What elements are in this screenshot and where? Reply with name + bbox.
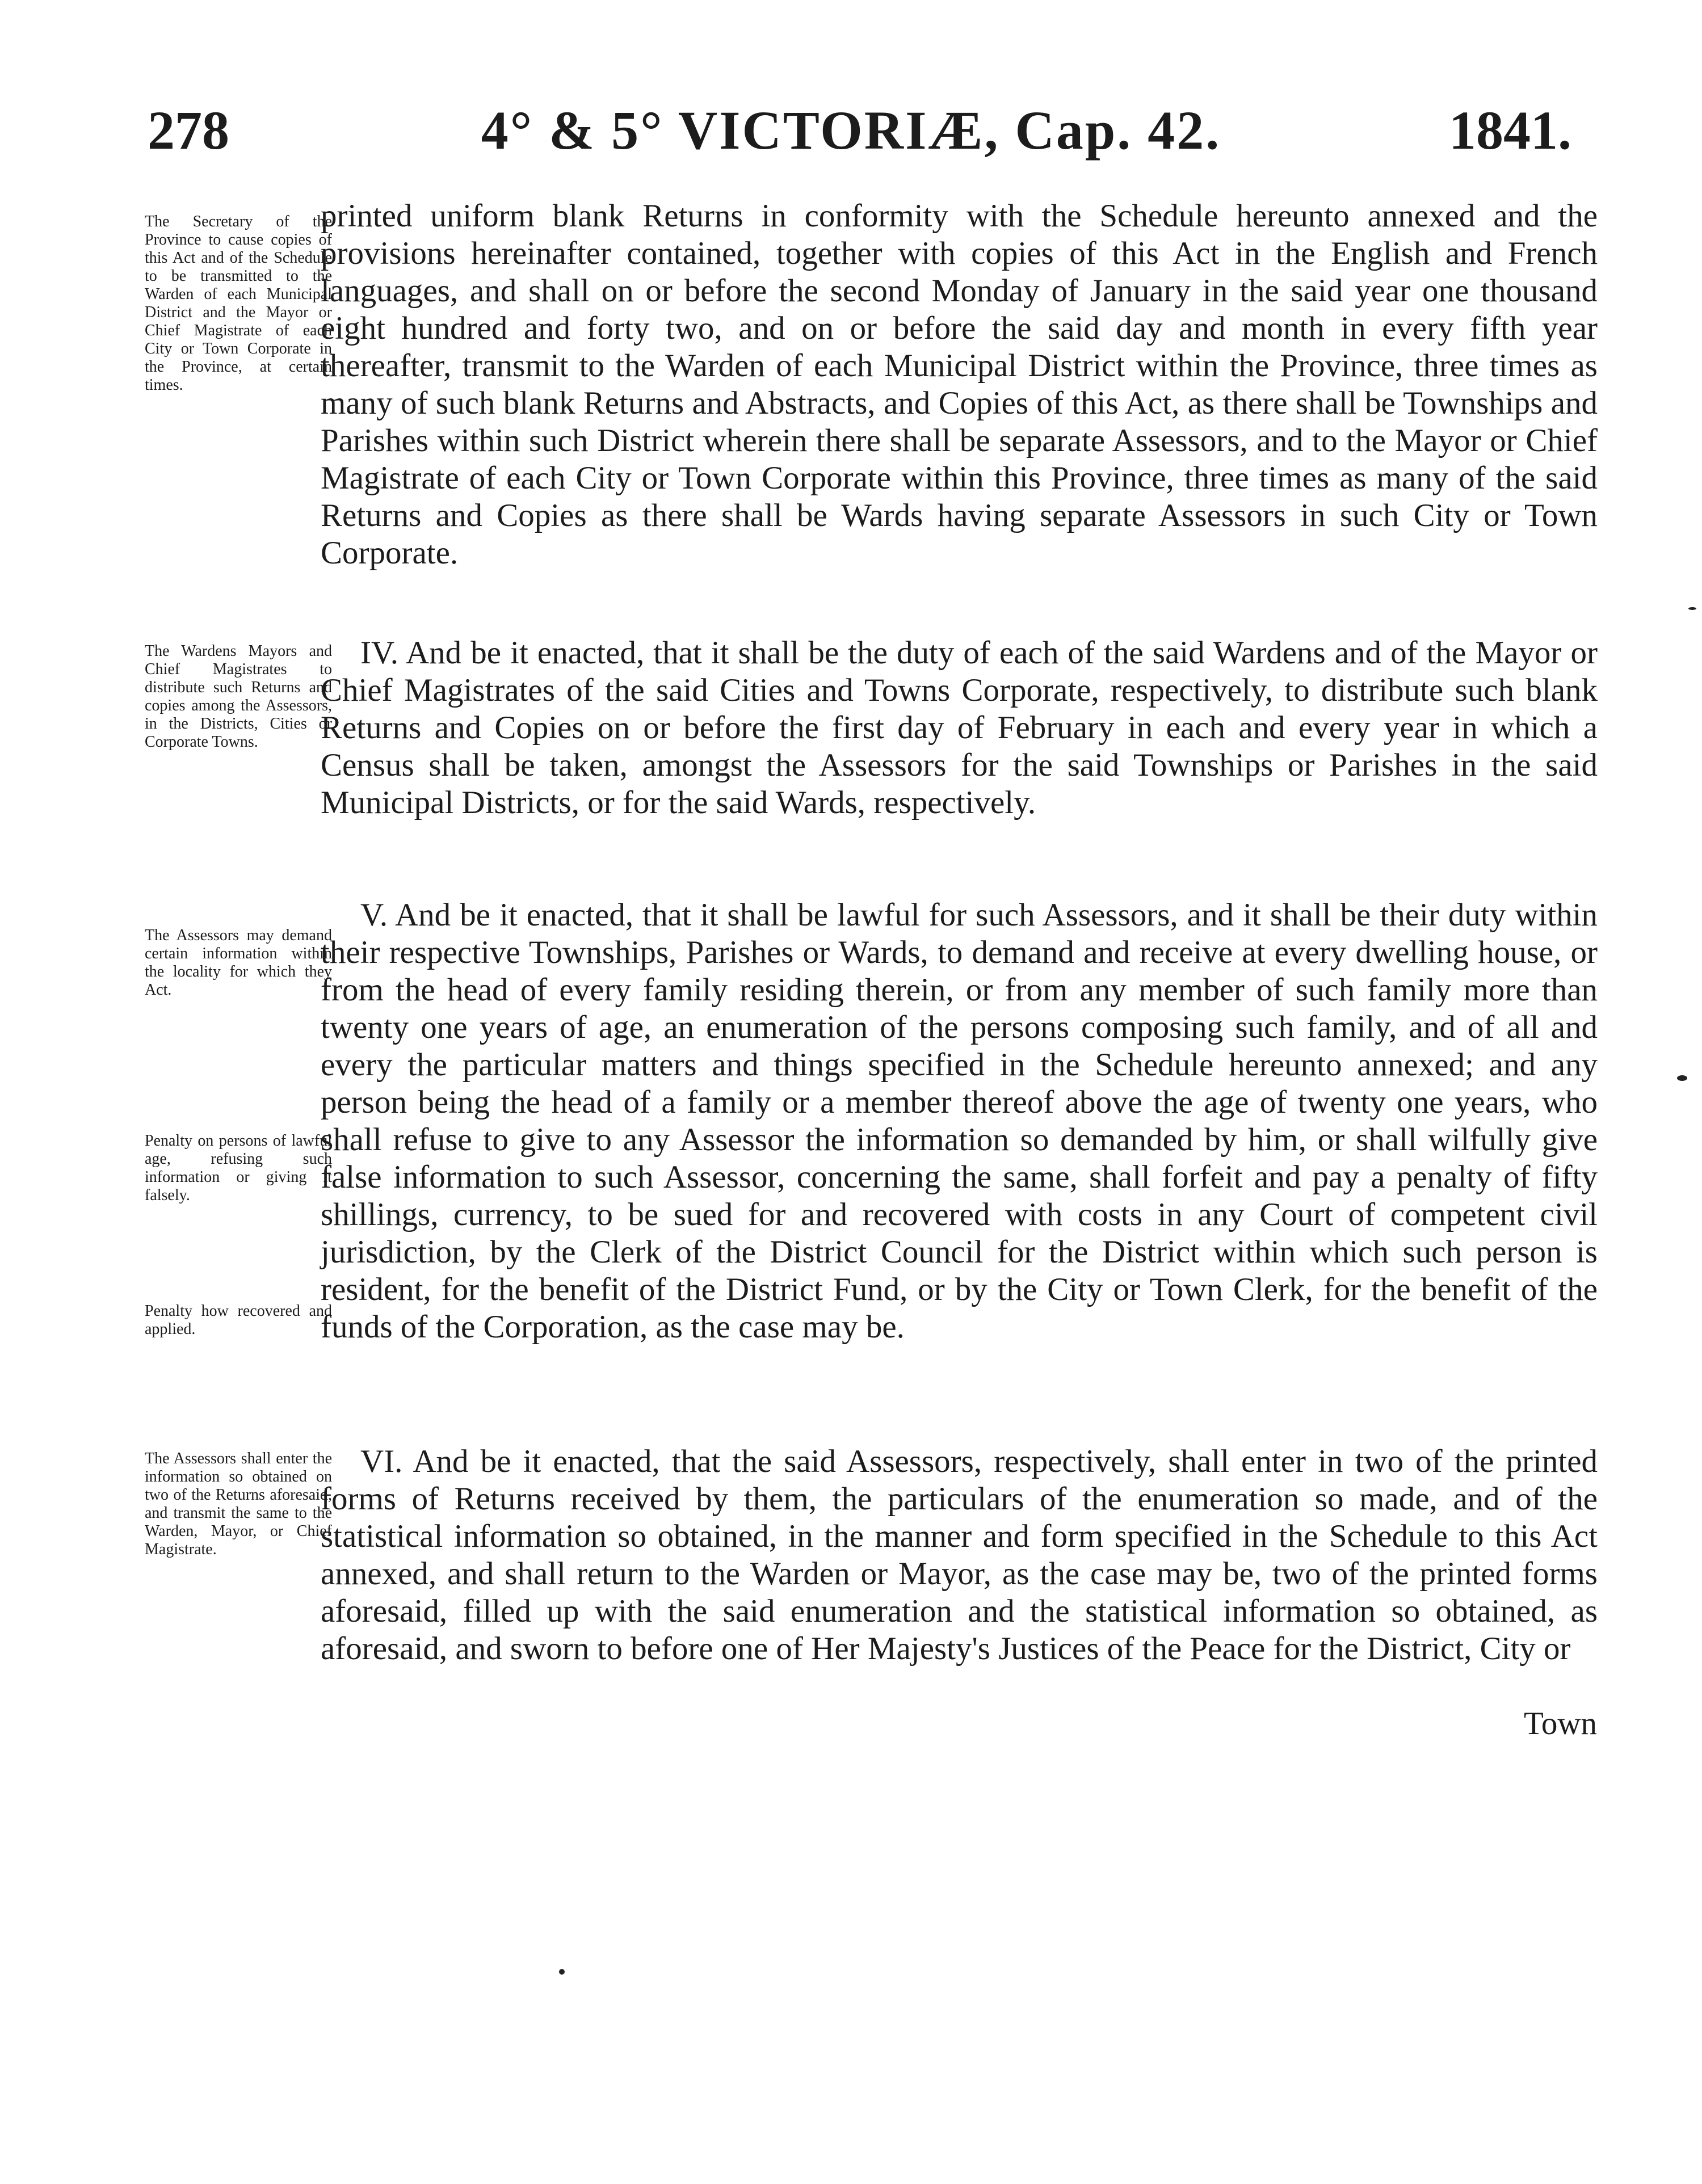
page-number: 278 [148, 100, 229, 161]
margin-note-wardens: The Wardens Mayors and Chief Magistrates to distribute such Returns and copies among the Assessors, in the Districts, Cities or Corporate Towns. [145, 642, 332, 751]
scan-speck [559, 1969, 565, 1975]
catchword: Town [1523, 1706, 1597, 1741]
margin-note-assessors-demand: The Assessors may demand certain information within the locality for which they Act. [145, 927, 332, 999]
paragraph-section-iv: IV. And be it enacted, that it shall be the duty of each of the said Wardens and of the Mayor or Chief Magistrates of the said Cities and Towns Corporate, respectively, to distribute such blank Returns and Copies on or before the first day of February in each and every year in which a Census shall be taken, amongst the Assessors for the said Townships or Parishes in the said Municipal Districts, or for the said Wards, respectively. [321, 635, 1598, 820]
paragraph-section-vi: VI. And be it enacted, that the said Assessors, respectively, shall enter in two of the printed forms of Returns received by them, the particulars of the enumeration so made, and of the statistical information so obtained, in the manner and form specified in the Schedule to this Act annexed, and shall return to the Warden or Mayor, as the case may be, two of the printed forms aforesaid, filled up with the said enumeration and the statistical information so obtained, as aforesaid, and sworn to before one of Her Majesty's Justices of the Peace for the District, City or [321, 1444, 1598, 1667]
margin-note-secretary: The Secretary of the Province to cause copies of this Act and of the Schedule to be transmitted to the Warden of each Municipal District and the Mayor or Chief Magistrate of each City or Town Corporate in the Province, at certain times. [145, 213, 332, 394]
paragraph-section-v: V. And be it enacted, that it shall be lawful for such Assessors, and it shall be their duty within their respective Townships, Parishes or Wards, to demand and receive at every dwelling house, or from the head of every family residing therein, or from any member of such family more than twenty one years of age, an enumeration of the persons composing such family, and of all and every the particular matters and things specified in the Schedule hereunto annexed; and any person being the head of a family or a member thereof above the age of twenty one years, who shall refuse to give to any Assessor the information so demanded by him, or shall wilfully give false information to such Assessor, concerning the same, shall forfeit and pay a penalty of fifty shillings, currency, to be sued for and recovered with costs in any Court of competent civil jurisdiction, by the Clerk of the District Council for the District within which such person is resident, for the benefit of the District Fund, or by the City or Town Clerk, for the benefit of the funds of the Corporation, as the case may be. [321, 897, 1598, 1345]
paragraph-continuation: printed uniform blank Returns in conformity with the Schedule hereunto annexed and the provisions hereinafter contained, together with copies of this Act in the English and French languages, and shall on or before the second Monday of January in the said year one thousand eight hundred and forty two, and on or before the said day and month in every fifth year thereafter, transmit to the Warden of each Municipal District within the Province, three times as many of such blank Returns and Abstracts, and Copies of this Act, as there shall be Townships and Parishes within such District wherein there shall be separate Assessors, and to the Mayor or Chief Magistrate of each City or Town Corporate within this Province, three times as many of the said Returns and Copies as there shall be Wards having separate Assessors in such City or Town Corporate. [321, 198, 1598, 571]
margin-note-penalty: Penalty on persons of lawful age, refusing such information or giving it falsely. [145, 1132, 332, 1204]
scan-speck [1677, 1075, 1687, 1081]
margin-note-penalty-recovery: Penalty how recovered and applied. [145, 1302, 332, 1338]
scan-speck [1688, 607, 1696, 610]
year: 1841. [1449, 100, 1571, 161]
running-title: 4° & 5° VICTORIÆ, Cap. 42. [481, 100, 1221, 161]
margin-note-assessors-enter: The Assessors shall enter the information so obtained on two of the Returns aforesaid, and transmit the same to the Warden, Mayor, or Chief Magistrate. [145, 1450, 332, 1558]
